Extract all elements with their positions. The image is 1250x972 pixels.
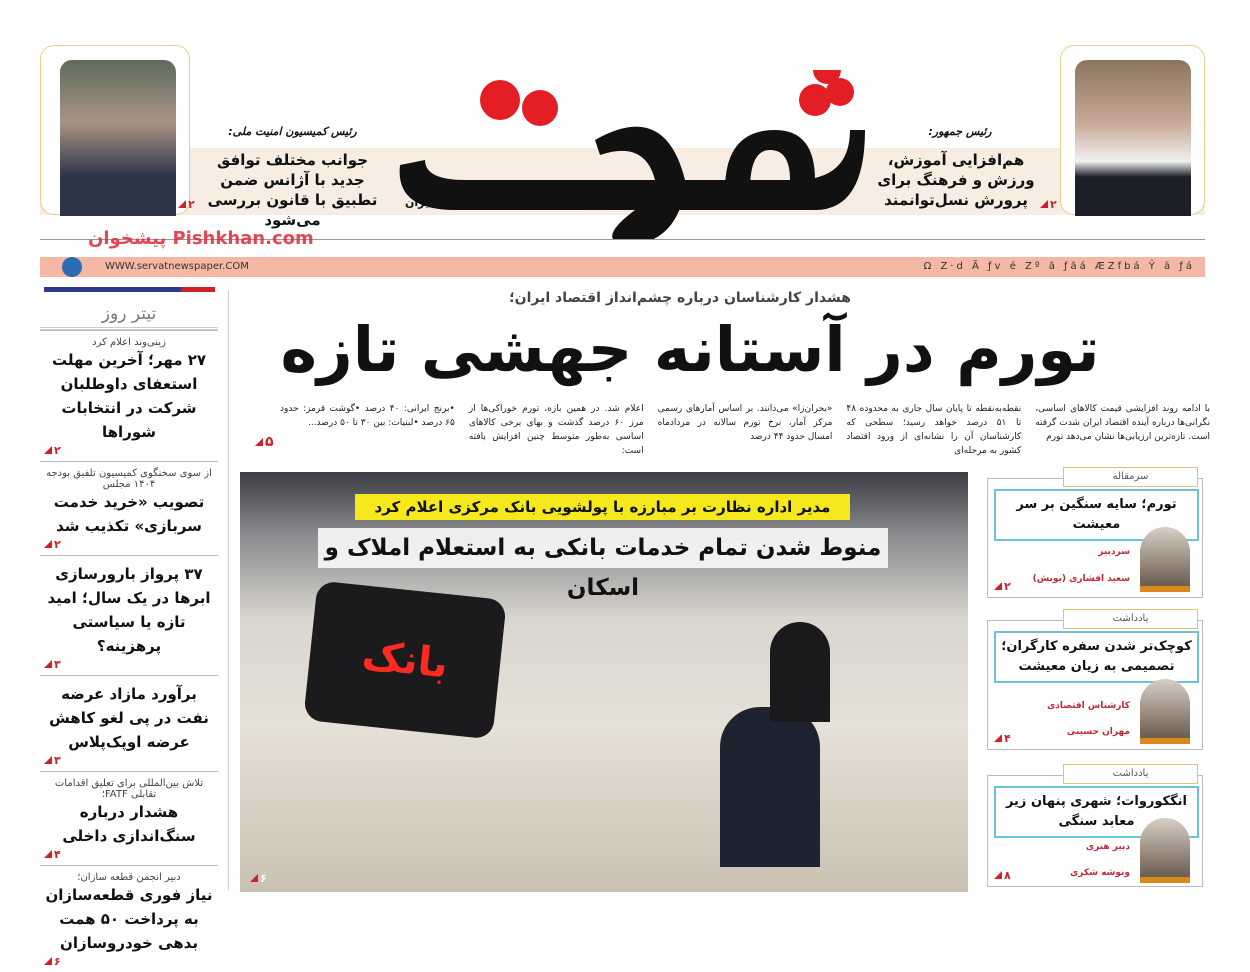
- author-name: مهران حسینی: [1066, 727, 1130, 737]
- globe-icon: [62, 257, 82, 277]
- tagline: روزنامه اقتصادی، اجتماعی صبح ایران: [405, 196, 610, 209]
- lead-headline[interactable]: تورم در آستانه جهشی تازه: [280, 313, 1100, 386]
- sidebar-item[interactable]: [40, 555, 218, 675]
- card-page: ۲: [994, 580, 1011, 593]
- item-page: ۳: [44, 754, 214, 767]
- teller-figure: [720, 707, 820, 867]
- top-left-page: ۲: [178, 198, 195, 211]
- top-right-headline[interactable]: هم‌افزایی آموزش، ورزش و فرهنگ برای پرورش نسل‌توانمند: [877, 151, 1035, 209]
- item-headline: تصویب «خرید خدمت سربازی» تکذیب شد: [53, 493, 205, 535]
- author-photo: [1140, 679, 1190, 744]
- item-headline: برآورد مازاد عرضه نفت در پی لغو کاهش عرضه اوپک‌پلاس: [49, 685, 209, 751]
- sidebar-title-text: تیتر روز: [101, 304, 157, 324]
- logo-mark-icon: [395, 70, 870, 240]
- top-left-kicker: رئیس کمیسیون امنیت ملی:: [228, 125, 357, 138]
- sidebar: [40, 290, 218, 972]
- card-title: تورم؛ سایه سنگین بر سر معیشت: [994, 489, 1199, 541]
- author-role: دبیر هنری: [1085, 842, 1130, 852]
- author-name: ونوشه شکری: [1070, 868, 1130, 878]
- bank-sign: بانک: [303, 580, 507, 739]
- author-photo: [1140, 527, 1190, 592]
- sidebar-item[interactable]: [40, 865, 218, 972]
- item-page: ۶: [44, 955, 214, 968]
- sidebar-item[interactable]: [40, 771, 218, 865]
- item-page: ۳: [44, 658, 214, 671]
- opinion-card[interactable]: [987, 613, 1203, 750]
- sidebar-title: [40, 290, 218, 330]
- opinion-card[interactable]: [987, 768, 1203, 887]
- lead-page: ۵: [255, 434, 274, 450]
- item-page: ۲: [44, 444, 214, 457]
- masthead-logo: [395, 70, 870, 240]
- item-page: ۲: [44, 538, 214, 551]
- lead-kicker: هشدار کارشناسان درباره چشم‌انداز اقتصاد ایران؛: [509, 290, 851, 306]
- card-title: انگکوروات؛ شهری پنهان زیر معابد سنگی: [994, 786, 1199, 838]
- lead-body: [280, 402, 1210, 458]
- item-headline: هشدار درباره سنگ‌اندازی داخلی: [62, 803, 196, 845]
- item-headline: ۳۷ پرواز بارورسازی ابرها در یک سال؛ امید تازه یا سیاستی پرهزینه؟: [47, 565, 211, 655]
- top-right-page: ۲: [1040, 198, 1057, 211]
- lead-column: نقطه‌به‌نقطه تا پایان سال جاری به محدوده ۴۸ تا ۵۱ درصد خواهد رسید؛ سطحی که کارشناسان آن را نشانه‌ای از ورود اقتصاد کشور به مرحله‌ای: [846, 404, 1022, 456]
- top-left-portrait: [60, 60, 176, 216]
- card-page: ۴: [994, 732, 1011, 745]
- lead-column: اعلام شد. در همین بازه، تورم خوراکی‌ها از مرز ۶۰ درصد گذشت و بهای برخی کالاهای اساسی به‌طور متوسط چنین افزایش یافته است:: [468, 404, 644, 456]
- author-name: سعید افشاری (یوبش): [1032, 574, 1130, 584]
- item-kicker: از سوی سخنگوی کمیسیون تلفیق بودجه ۱۴۰۴ مجلس: [46, 468, 212, 490]
- photo-page: ۶: [250, 872, 267, 885]
- column-divider: [228, 290, 229, 890]
- photo-kicker: مدیر اداره نظارت بر مبارزه با پولشویی بانک مرکزی اعلام کرد: [355, 494, 850, 520]
- lead-column: «بحران‌زا» می‌دانند. بر اساس آمارهای رسمی مرکز آمار، نرخ تورم سالانه در مردادماه امسال حدود ۴۴ درصد: [657, 404, 833, 442]
- sidebar-item[interactable]: [40, 461, 218, 555]
- sidebar-item[interactable]: [40, 330, 218, 461]
- item-page: ۴: [44, 848, 214, 861]
- photo-headline[interactable]: منوط شدن تمام خدمات بانکی به استعلام املاک و اسکان: [318, 528, 888, 568]
- top-right-portrait: [1075, 60, 1191, 216]
- teller-figure: [770, 622, 830, 722]
- date-bar: [40, 257, 1205, 277]
- item-headline: نیاز فوری قطعه‌سازان به پرداخت ۵۰ همت بدهی خودروسازان: [45, 886, 213, 952]
- lead-column: •برنج ایرانی: ۴۰ درصد •گوشت قرمز: حدود ۶۵ درصد •لبنیات: بین ۳۰ تا ۵۰ درصد...: [280, 404, 455, 428]
- opinion-card[interactable]: [987, 471, 1203, 598]
- card-label: یادداشت: [1063, 609, 1198, 629]
- top-right-kicker: رئیس جمهور:: [928, 125, 992, 138]
- watermark: پیشخوان Pishkhan.com: [88, 228, 314, 249]
- item-kicker: تلاش بین‌المللی برای تعلیق اقدامات تقابلی FATF؛: [54, 778, 204, 800]
- card-label: سرمقاله: [1063, 467, 1198, 487]
- card-page: ۸: [994, 869, 1011, 882]
- card-label: یادداشت: [1063, 764, 1198, 784]
- item-headline: ۲۷ مهر؛ آخرین مهلت استعفای داوطلبان شرکت در انتخابات شوراها: [51, 351, 207, 441]
- sidebar-item[interactable]: [40, 675, 218, 771]
- author-role: سردبیر: [1098, 547, 1130, 557]
- item-kicker: دبیر انجمن قطعه سازان؛: [77, 872, 181, 883]
- item-kicker: زینی‌وند اعلام کرد: [92, 337, 166, 348]
- top-left-headline[interactable]: جوانب مختلف توافق جدید با آژانس ضمن تطبیق با قانون بررسی می‌شود: [207, 151, 378, 229]
- lead-column: با ادامه روند افزایشی قیمت کالاهای اساسی، نگرانی‌ها درباره آینده اقتصاد ایران شدت گرفته است. تازه‌ترین ارزیابی‌ها نشان می‌دهد تورم: [1035, 404, 1210, 442]
- author-role: کارشناس اقتصادی: [1046, 701, 1130, 711]
- author-photo: [1140, 818, 1190, 883]
- website-link[interactable]: WWW.servatnewspaper.COM: [105, 261, 249, 272]
- date-line: Ω Z·d Ã ƒv é Zº ã ƒãá ÆZfbá Ŷ ä ƒá: [923, 261, 1195, 272]
- card-title: کوچک‌تر شدن سفره کارگران؛ تصمیمی به زیان معیشت: [994, 631, 1199, 683]
